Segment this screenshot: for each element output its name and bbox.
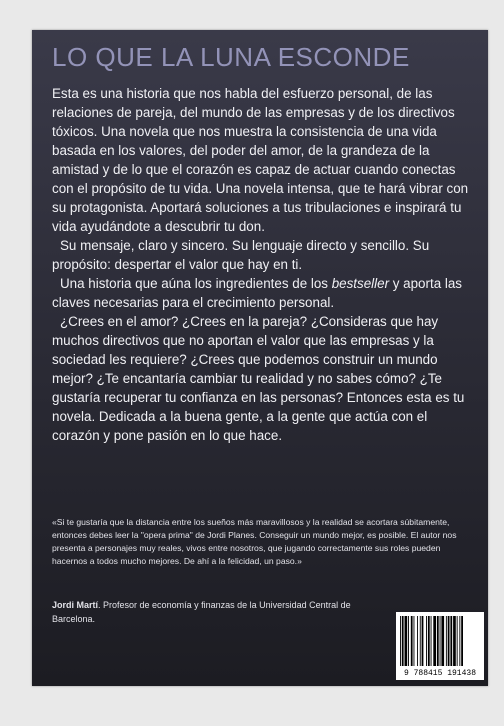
barcode-bar [408, 616, 409, 666]
barcode-bar [400, 616, 401, 666]
review-quote: «Si te gustaría que la distancia entre los sueños más maravillosos y la realidad se acortara súbitamente, entonces debes leer la "opera prima" de Jordi Planes. Conseguir un mundo mejor, es posible. El autor nos presenta a personajes muy reales, vivos entre nosotros, que jugando correctamente sus roles pueden hacernos a todos mucho mejores. De ahí a la felicidad, un paso.» [52, 517, 457, 566]
barcode-bar [422, 616, 424, 666]
book-title: LO QUE LA LUNA ESCONDE [52, 42, 410, 72]
barcode-bar [405, 616, 408, 666]
barcode-bar [450, 616, 452, 666]
barcode-bar [446, 616, 447, 666]
isbn-barcode [396, 612, 484, 680]
p3-before: Una historia que aúna los ingredientes de los [60, 276, 332, 291]
barcode-bars [400, 616, 480, 666]
synopsis-paragraph-2: Su mensaje, claro y sincero. Su lenguaje directo y sencillo. Su propósito: despertar el valor que hay en ti. [52, 238, 430, 272]
barcode-bar [437, 616, 439, 666]
barcode-bar [433, 616, 436, 666]
barcode-bar [402, 616, 404, 666]
p3-after: y aporta las claves necesarias para el crecimiento personal. [52, 276, 462, 310]
isbn-number: 9 788415 191438 [403, 669, 476, 678]
book-back-cover [32, 30, 488, 686]
barcode-bar [417, 616, 418, 666]
author-description: Profesor de economía y finanzas de la Universidad Central de Barcelona. [52, 600, 351, 624]
barcode-bar [459, 616, 460, 666]
p3-italic: bestseller [331, 276, 390, 291]
barcode-bar [457, 616, 458, 666]
synopsis-paragraph-1: Esta es una historia que nos habla del esfuerzo personal, de las relaciones de pareja, del mundo de las empresas y de los directivos tóxicos. Una novela que nos muestra la consistencia de una vida basada en los valores, del poder del amor, de la grandeza de la amistad y de lo que el corazón es capaz de actuar cuando conectas con el propósito de tu vida. Una novela intensa, que te hará vibrar con su protagonista. Aportará soluciones a tus tribulaciones e inspirará tu vida ayudándote a descubrir tu don. [52, 86, 469, 234]
barcode-bar [411, 616, 413, 666]
barcode-bar [448, 616, 450, 666]
barcode-bar [414, 616, 415, 666]
synopsis-paragraph-4: ¿Crees en el amor? ¿Crees en la pareja? ¿Consideras que hay muchos directivos que no aportan el valor que las empresas y la sociedad les requiere? ¿Crees que podemos construir un mundo mejor? ¿Te encantaría cambiar tu realidad y no sabes cómo? ¿Te gustaría recuperar tu confianza en las personas? Entonces esta es tu novela. Dedicada a la buena gente, a la gente que actúa con el corazón y pone pasión en lo que hace. [52, 314, 465, 443]
barcode-bar [461, 616, 463, 666]
barcode-bar [420, 616, 421, 666]
barcode-bar [453, 616, 456, 666]
barcode-bar [441, 616, 444, 666]
synopsis [52, 84, 470, 445]
barcode-bar [426, 616, 427, 666]
barcode-bar [440, 616, 441, 666]
author-name: Jordi Martí [52, 600, 99, 610]
synopsis-paragraph-3 [52, 274, 470, 312]
barcode-bar [431, 616, 432, 666]
barcode-bar [428, 616, 430, 666]
review-author: Jordi Martí. Profesor de economía y finanzas de la Universidad Central de Barcelona. [52, 600, 351, 624]
